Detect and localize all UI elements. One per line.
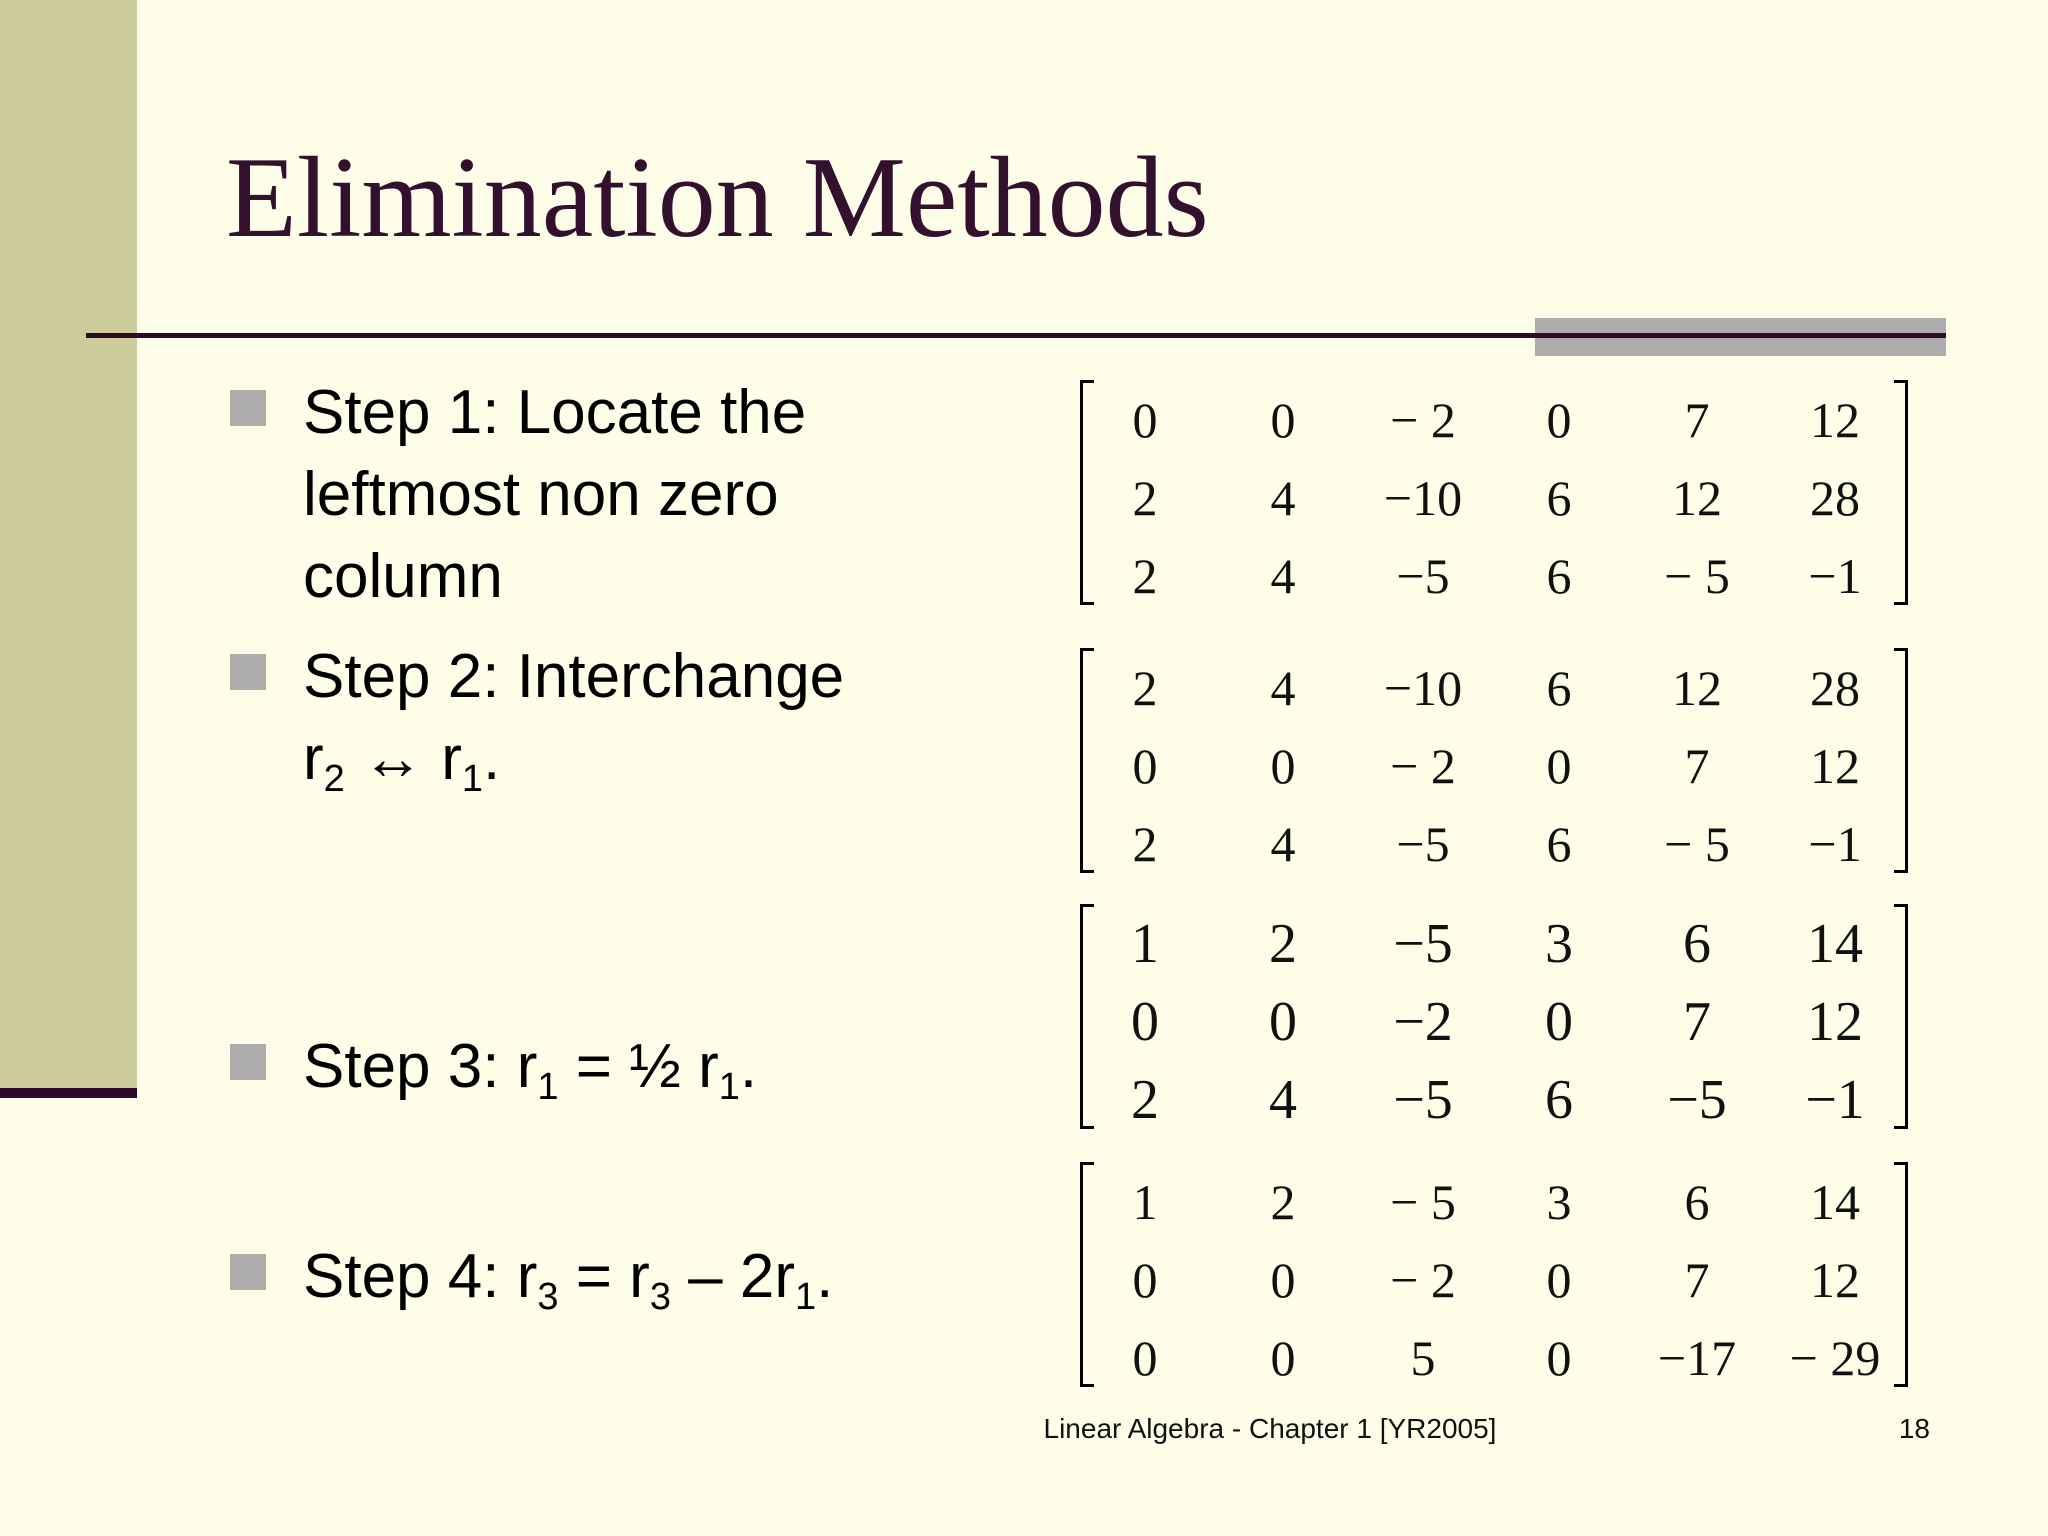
matrix-cell: 1 [1132,1174,1158,1230]
matrix-cell: 4 [1270,548,1296,604]
matrix-cell: − 2 [1390,1252,1456,1308]
matrix-cell: 4 [1270,660,1296,716]
matrix-cell: −10 [1383,470,1463,526]
slide-footer: Linear Algebra - Chapter 1 [YR2005] [1043,1413,1497,1444]
side-decor-band [0,0,137,1088]
matrix-cell: 6 [1546,816,1572,872]
matrix-row [1080,904,1908,984]
step-2-text [303,636,844,808]
matrix-cell: 0 [1546,1330,1572,1386]
matrix-row [1080,982,1908,1062]
matrix-cell: 14 [1810,1174,1860,1230]
matrix-cell: 6 [1546,548,1572,604]
matrix-row [1080,1318,1908,1398]
step-1-line-3: column [303,542,503,611]
matrix-cell: 5 [1410,1330,1436,1386]
matrix-cell: − 5 [1390,1174,1456,1230]
matrix-cell: − 29 [1789,1330,1881,1386]
step-2-line-2: r2 ↔ r1. [303,724,501,800]
bullet-square-icon [230,654,266,690]
matrix-cell: 28 [1810,470,1860,526]
matrix-cell: 12 [1810,1252,1860,1308]
matrix-3 [1080,904,1908,1129]
matrix-cell: −17 [1657,1330,1737,1386]
matrix-cell: −10 [1383,660,1463,716]
bullet-square-icon [230,1044,266,1080]
matrix-row [1080,1240,1908,1320]
matrix-cell: 0 [1270,1330,1296,1386]
matrix-row [1080,458,1908,538]
matrix-4 [1080,1162,1908,1387]
matrix-row [1080,1162,1908,1242]
matrix-cell: −5 [1667,1069,1727,1131]
matrix-cell: − 5 [1664,548,1730,604]
matrix-cell: −1 [1808,816,1862,872]
matrix-cell: 12 [1810,738,1860,794]
matrix-cell: − 2 [1390,392,1456,448]
matrix-cell: 6 [1683,913,1711,975]
matrix-cell: 0 [1546,738,1572,794]
matrix-cell: 0 [1132,1252,1158,1308]
matrix-cell: 0 [1270,738,1296,794]
matrix-cell: 6 [1545,1069,1573,1131]
matrix-cell: 7 [1684,738,1710,794]
matrix-cell: 12 [1807,991,1863,1053]
matrix-2 [1080,648,1908,873]
matrix-cell: 7 [1684,1252,1710,1308]
matrix-row [1080,804,1908,884]
matrix-cell: 7 [1683,991,1711,1053]
matrix-1 [1080,380,1908,605]
matrix-row [1080,1060,1908,1140]
matrix-cell: 6 [1546,660,1572,716]
matrix-cell: 3 [1546,1174,1572,1230]
bullet-square-icon [230,390,266,426]
matrix-cell: 0 [1270,392,1296,448]
matrix-cell: 4 [1270,470,1296,526]
bullet-square-icon [230,1254,266,1290]
matrix-cell: 2 [1270,1174,1296,1230]
matrix-row [1080,726,1908,806]
matrix-cell: 0 [1131,991,1159,1053]
step-4-text: Step 4: r3 = r3 – 2r1. [303,1242,834,1318]
matrix-cell: 2 [1131,1069,1159,1131]
matrix-cell: − 2 [1390,738,1456,794]
matrix-cell: −5 [1393,1069,1453,1131]
matrix-cell: 14 [1807,913,1863,975]
title-rule [86,333,1946,338]
step-2-line-1: Step 2: Interchange [303,642,845,711]
matrix-cell: 0 [1546,1252,1572,1308]
matrix-cell: 0 [1546,392,1572,448]
matrix-row [1080,380,1908,460]
matrix-cell: −5 [1396,548,1450,604]
step-3-text: Step 3: r1 = ½ r1. [303,1032,758,1108]
matrix-cell: 0 [1132,1330,1158,1386]
matrix-cell: 0 [1270,1252,1296,1308]
step-1-text [303,372,806,618]
matrix-cell: 2 [1132,660,1158,716]
matrix-cell: −1 [1808,548,1862,604]
matrix-cell: 28 [1810,660,1860,716]
matrix-cell: 6 [1546,470,1572,526]
matrix-cell: −5 [1396,816,1450,872]
matrix-cell: −5 [1393,913,1453,975]
slide-title: Elimination Methods [226,134,1209,262]
matrix-cell: 6 [1684,1174,1710,1230]
matrix-cell: 0 [1132,738,1158,794]
matrix-cell: 2 [1132,816,1158,872]
matrix-cell: 4 [1269,1069,1297,1131]
matrix-cell: − 5 [1664,816,1730,872]
matrix-cell: 12 [1672,660,1722,716]
matrix-row [1080,648,1908,728]
side-decor-base [0,1088,137,1098]
matrix-cell: 2 [1132,548,1158,604]
matrix-cell: 1 [1131,913,1159,975]
matrix-cell: −1 [1805,1069,1865,1131]
matrix-cell: 2 [1132,470,1158,526]
matrix-cell: 2 [1269,913,1297,975]
matrix-cell: 0 [1545,991,1573,1053]
page-number: 18 [1898,1413,1930,1444]
matrix-cell: 3 [1545,913,1573,975]
matrix-cell: 0 [1269,991,1297,1053]
matrix-cell: 12 [1810,392,1860,448]
step-1-line-2: leftmost non zero [303,460,779,529]
step-1-line-1: Step 1: Locate the [303,378,807,447]
matrix-cell: 4 [1270,816,1296,872]
matrix-cell: 0 [1132,392,1158,448]
matrix-row [1080,536,1908,616]
matrix-cell: −2 [1393,991,1453,1053]
matrix-cell: 7 [1684,392,1710,448]
matrix-cell: 12 [1672,470,1722,526]
